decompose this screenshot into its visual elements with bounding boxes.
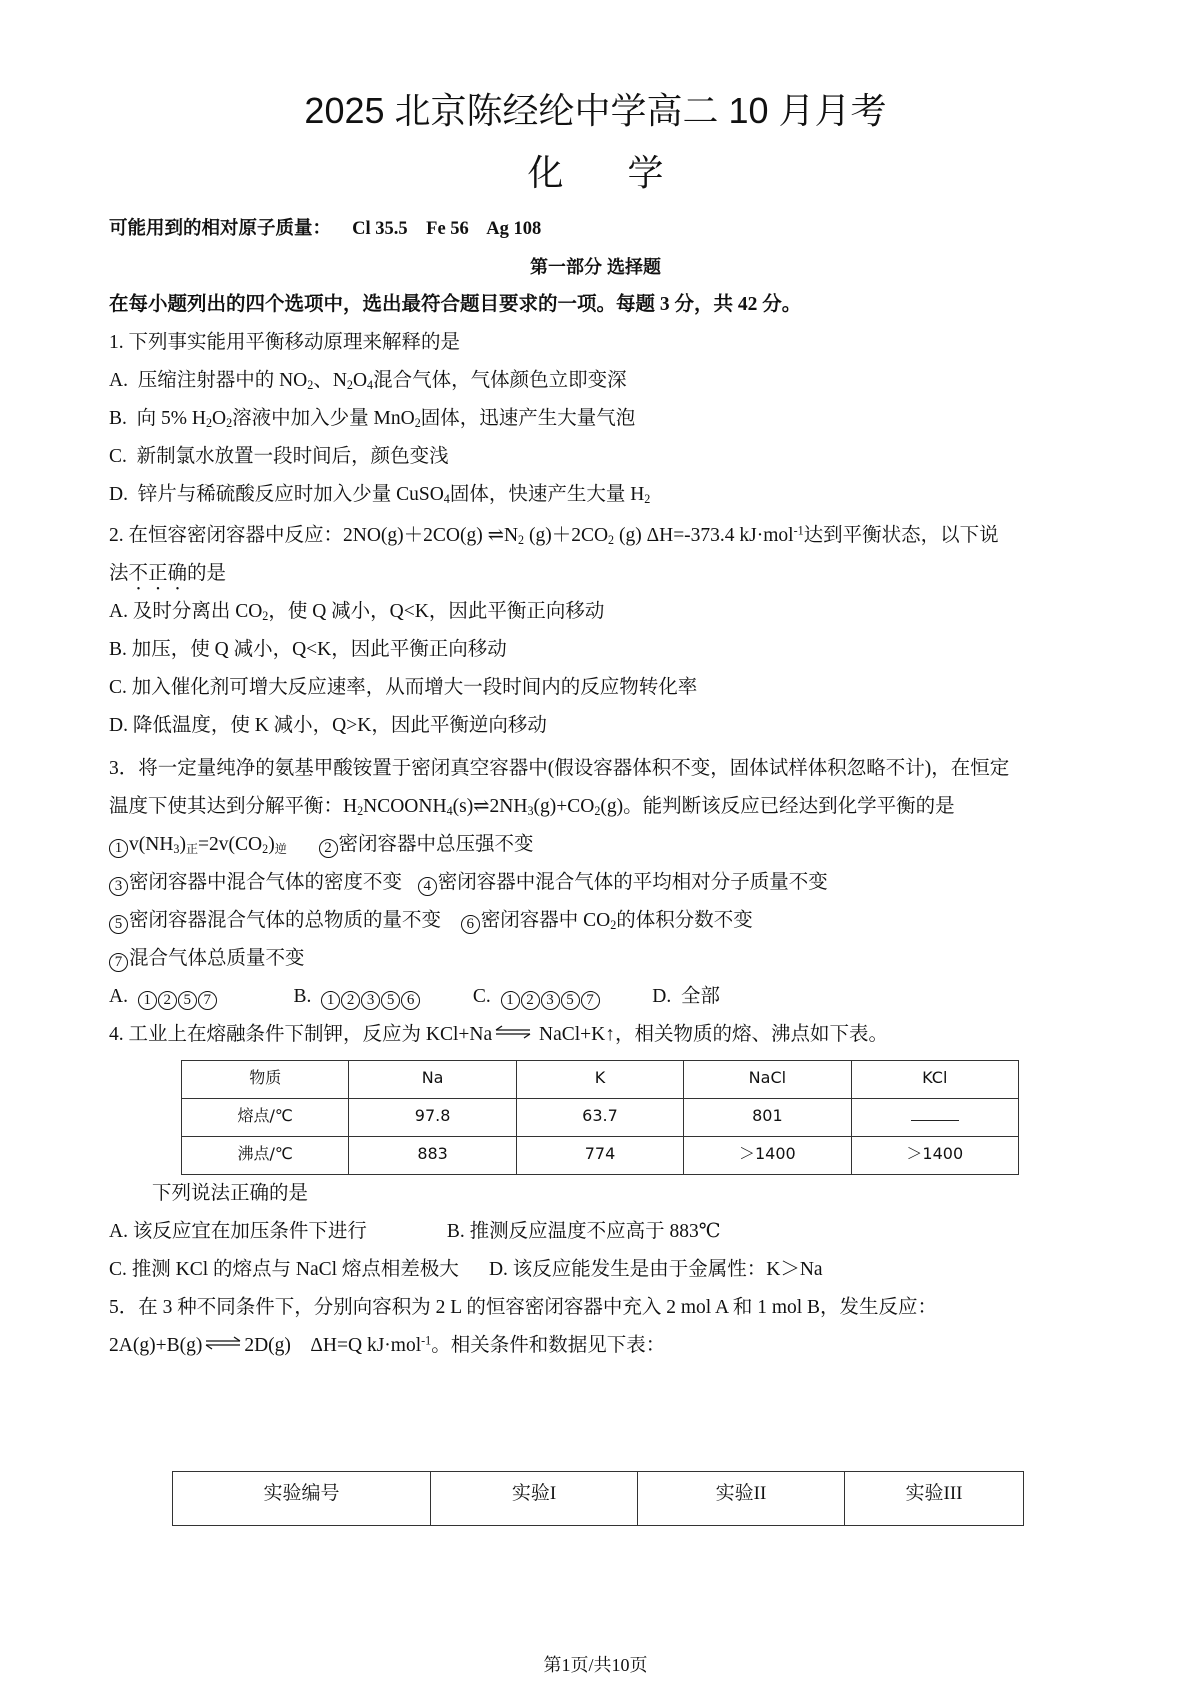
superscript: -1 <box>421 1333 432 1348</box>
q4-properties-table <box>181 1060 1019 1175</box>
subject-title <box>0 152 1191 196</box>
circled-number-icon: 1 <box>501 991 520 1010</box>
table-header-cell: 物质 <box>182 1061 349 1099</box>
table-header-cell: 实验III <box>845 1472 1024 1526</box>
q3-option-c: C. 1 2 3 5 7 <box>473 986 601 1007</box>
circled-number-icon: 1 <box>321 991 340 1010</box>
superscript: -1 <box>793 523 804 538</box>
q2-option-d: D. 降低温度，使 K 减小，Q>K，因此平衡逆向移动 <box>109 715 547 736</box>
q4-option-d: D. 该反应能发生是由于金属性：K＞Na <box>488 1259 823 1280</box>
subscript: 3 <box>527 804 534 819</box>
table-header-row <box>173 1472 1024 1526</box>
q1-option-c: C. 新制氯水放置一段时间后，颜色变浅 <box>109 446 449 467</box>
circled-number-icon: 3 <box>541 991 560 1010</box>
q3-statement-7: 7 混合气体总质量不变 <box>109 947 305 973</box>
circled-number-icon: 3 <box>361 991 380 1010</box>
table-cell: 774 <box>516 1137 683 1175</box>
blank-line <box>911 1106 959 1121</box>
circled-number-icon: 7 <box>581 991 600 1010</box>
circled-number-icon: 4 <box>418 877 437 896</box>
table-row <box>182 1099 1019 1137</box>
atomic-mass-values: Cl 35.5 Fe 56 Ag 108 <box>352 219 542 239</box>
q3-stem-line1: 3．将一定量纯净的氨基甲酸铵置于密闭真空容器中(假设容器体积不变，固体试样体积忽略不计)，在恒定 <box>109 758 1010 779</box>
table-cell: 883 <box>349 1137 516 1175</box>
circled-number-icon: 7 <box>109 953 128 972</box>
q2-option-b: B. 加压，使 Q 减小，Q<K，因此平衡正向移动 <box>109 639 507 660</box>
subject-char-2: 学 <box>627 152 664 193</box>
circled-number-icon: 5 <box>109 915 128 934</box>
q2-stem-line1: 2. 在恒容密闭容器中反应：2NO(g)＋2CO(g) $\rightleftharpoons N_2$ $(g)+2CO_2$ (g) ΔH=-373.4 kJ·mol$^{-1}$达到平衡状态，以下说 <box>109 523 999 548</box>
subscript: 2 <box>610 918 617 933</box>
section-instructions: 在每小题列出的四个选项中，选出最符合题目要求的一项。每题 3 分，共 42 分。 <box>109 294 802 315</box>
table-header-cell: NaCl <box>684 1061 851 1099</box>
circled-number-icon: 5 <box>561 991 580 1010</box>
page-indicator: 第1页/共10页 <box>543 1655 648 1675</box>
table-cell: 熔点/℃ <box>182 1099 349 1137</box>
table-cell-blank <box>851 1099 1018 1137</box>
circled-number-icon: 2 <box>319 839 338 858</box>
subscript: 4 <box>367 378 374 393</box>
q3-option-b: B. 1 2 3 5 6 <box>293 986 421 1007</box>
subscript: 正 <box>185 842 199 857</box>
section-title: 第一部分 选择题 <box>529 257 661 277</box>
q1-option-d: D. 锌片与稀硫酸反应时加入少量 CuSO$_4$固体，快速产生大量 $H_2$ <box>109 484 651 507</box>
reversible-arrow-icon <box>204 1336 242 1350</box>
table-header-cell: K <box>516 1061 683 1099</box>
subscript: 2 <box>307 378 314 393</box>
circled-number-icon: 2 <box>341 991 360 1010</box>
table-header-row <box>182 1061 1019 1099</box>
q2-option-c: C. 加入催化剂可增大反应速率，从而增大一段时间内的反应物转化率 <box>109 677 698 698</box>
subscript: 2 <box>518 533 525 548</box>
q4-options-cd <box>109 1258 823 1284</box>
q1-stem: 1. 下列事实能用平衡移动原理来解释的是 <box>109 332 461 353</box>
q4-options-ab <box>109 1220 721 1246</box>
circled-number-icon: 5 <box>178 991 197 1010</box>
subscript: 2 <box>346 378 353 393</box>
table-row <box>182 1137 1019 1175</box>
subscript: 4 <box>443 492 450 507</box>
q2-stem-line2: 法不正确的是 <box>109 563 227 584</box>
circled-number-icon: 7 <box>198 991 217 1010</box>
q3-option-a: A. 1 2 5 7 <box>109 986 218 1007</box>
q3-options <box>109 985 720 1011</box>
subscript: 2 <box>644 492 651 507</box>
circled-number-icon: 6 <box>401 991 420 1010</box>
table-header-cell: 实验编号 <box>173 1472 431 1526</box>
q3-statements-5-6: 5 密闭容器混合气体的总物质的量不变 6 密闭容器中 $CO_2$的体积分数不变 <box>109 909 753 935</box>
table-cell: 沸点/℃ <box>182 1137 349 1175</box>
emphasis-not-correct: 不正确 <box>128 563 188 584</box>
subscript: 2 <box>205 416 213 431</box>
table-cell: 63.7 <box>516 1099 683 1137</box>
circled-number-icon: 3 <box>109 877 128 896</box>
q3-statements-1-2: 1 $v(NH_3)_正=2v(CO_2)_逆$ 2 密闭容器中总压强不变 <box>109 833 534 859</box>
q4-question: 下列说法正确的是 <box>152 1183 309 1204</box>
subscript: 3 <box>173 842 180 857</box>
q3-statements-3-4: 3 密闭容器中混合气体的密度不变 4 密闭容器中混合气体的平均相对分子质量不变 <box>109 871 828 897</box>
circled-number-icon: 5 <box>381 991 400 1010</box>
q1-option-a: A. 压缩注射器中的 $NO_2$、$N_2O_4$混合气体，气体颜色立即变深 <box>109 370 627 393</box>
table-cell: 801 <box>684 1099 851 1137</box>
q4-stem: 4. 工业上在熔融条件下制钾，反应为 KCl+Na NaCl+K↑，相关物质的熔、沸点如下表。 <box>109 1024 888 1045</box>
subscript: 2 <box>262 609 269 624</box>
subscript: 4 <box>446 804 453 819</box>
q2-option-a: A. 及时分离出 $CO_2$，使 Q 减小，Q<K，因此平衡正向移动 <box>109 601 605 624</box>
subject-char-1: 化 <box>527 152 564 193</box>
circled-number-icon: 1 <box>109 839 128 858</box>
circled-number-icon: 2 <box>521 991 540 1010</box>
exam-title: 2025 北京陈经纶中学高二 10 月月考 <box>304 90 887 131</box>
q5-equation: 2A(g)+B(g) 2D(g) ΔH=Q kJ·mol$^{-1}$。相关条件和数据见下表： <box>109 1333 666 1356</box>
subscript: 逆 <box>274 842 287 857</box>
subscript: 2 <box>414 416 421 431</box>
q5-experiment-table <box>172 1471 1024 1526</box>
q4-option-b: B. 推测反应温度不应高于 883℃ <box>446 1221 721 1242</box>
subscript: 2 <box>594 804 601 819</box>
table-header-cell: KCl <box>851 1061 1018 1099</box>
q3-option-d: D. 全部 <box>652 986 720 1007</box>
subscript: 2 <box>262 842 269 857</box>
q4-option-c: C. 推测 KCl 的熔点与 NaCl 熔点相差极大 <box>109 1259 459 1280</box>
table-header-cell: 实验I <box>431 1472 638 1526</box>
atomic-mass-line <box>109 216 541 242</box>
table-cell: 97.8 <box>349 1099 516 1137</box>
subscript: 2 <box>357 804 364 819</box>
q3-stem-line2: 温度下使其达到分解平衡：$H_2NCOONH_4(s)\rightleftharpoons 2NH_3(g)+CO_2(g)$。能判断该反应已经达到化学平衡的是 <box>109 796 955 819</box>
circled-number-icon: 1 <box>138 991 157 1010</box>
q1-option-b: B. 向 5% $H_2O_2$溶液中加入少量 MnO$_2$固体，迅速产生大量气泡 <box>109 408 636 431</box>
subscript: 2 <box>226 416 233 431</box>
subscript: 2 <box>608 533 615 548</box>
reversible-arrow-icon <box>494 1025 532 1039</box>
circled-number-icon: 2 <box>158 991 177 1010</box>
atomic-mass-label: 可能用到的相对原子质量： <box>109 217 332 238</box>
table-header-cell: 实验II <box>638 1472 845 1526</box>
q5-stem-line1: 5．在 3 种不同条件下，分别向容积为 2 L 的恒容密闭容器中充入 2 mol A 和 1 mol B，发生反应： <box>109 1297 938 1318</box>
table-cell: ＞1400 <box>684 1137 851 1175</box>
circled-number-icon: 6 <box>461 915 480 934</box>
q4-option-a: A. 该反应宜在加压条件下进行 <box>109 1221 367 1242</box>
table-header-cell: Na <box>349 1061 516 1099</box>
table-cell: ＞1400 <box>851 1137 1018 1175</box>
